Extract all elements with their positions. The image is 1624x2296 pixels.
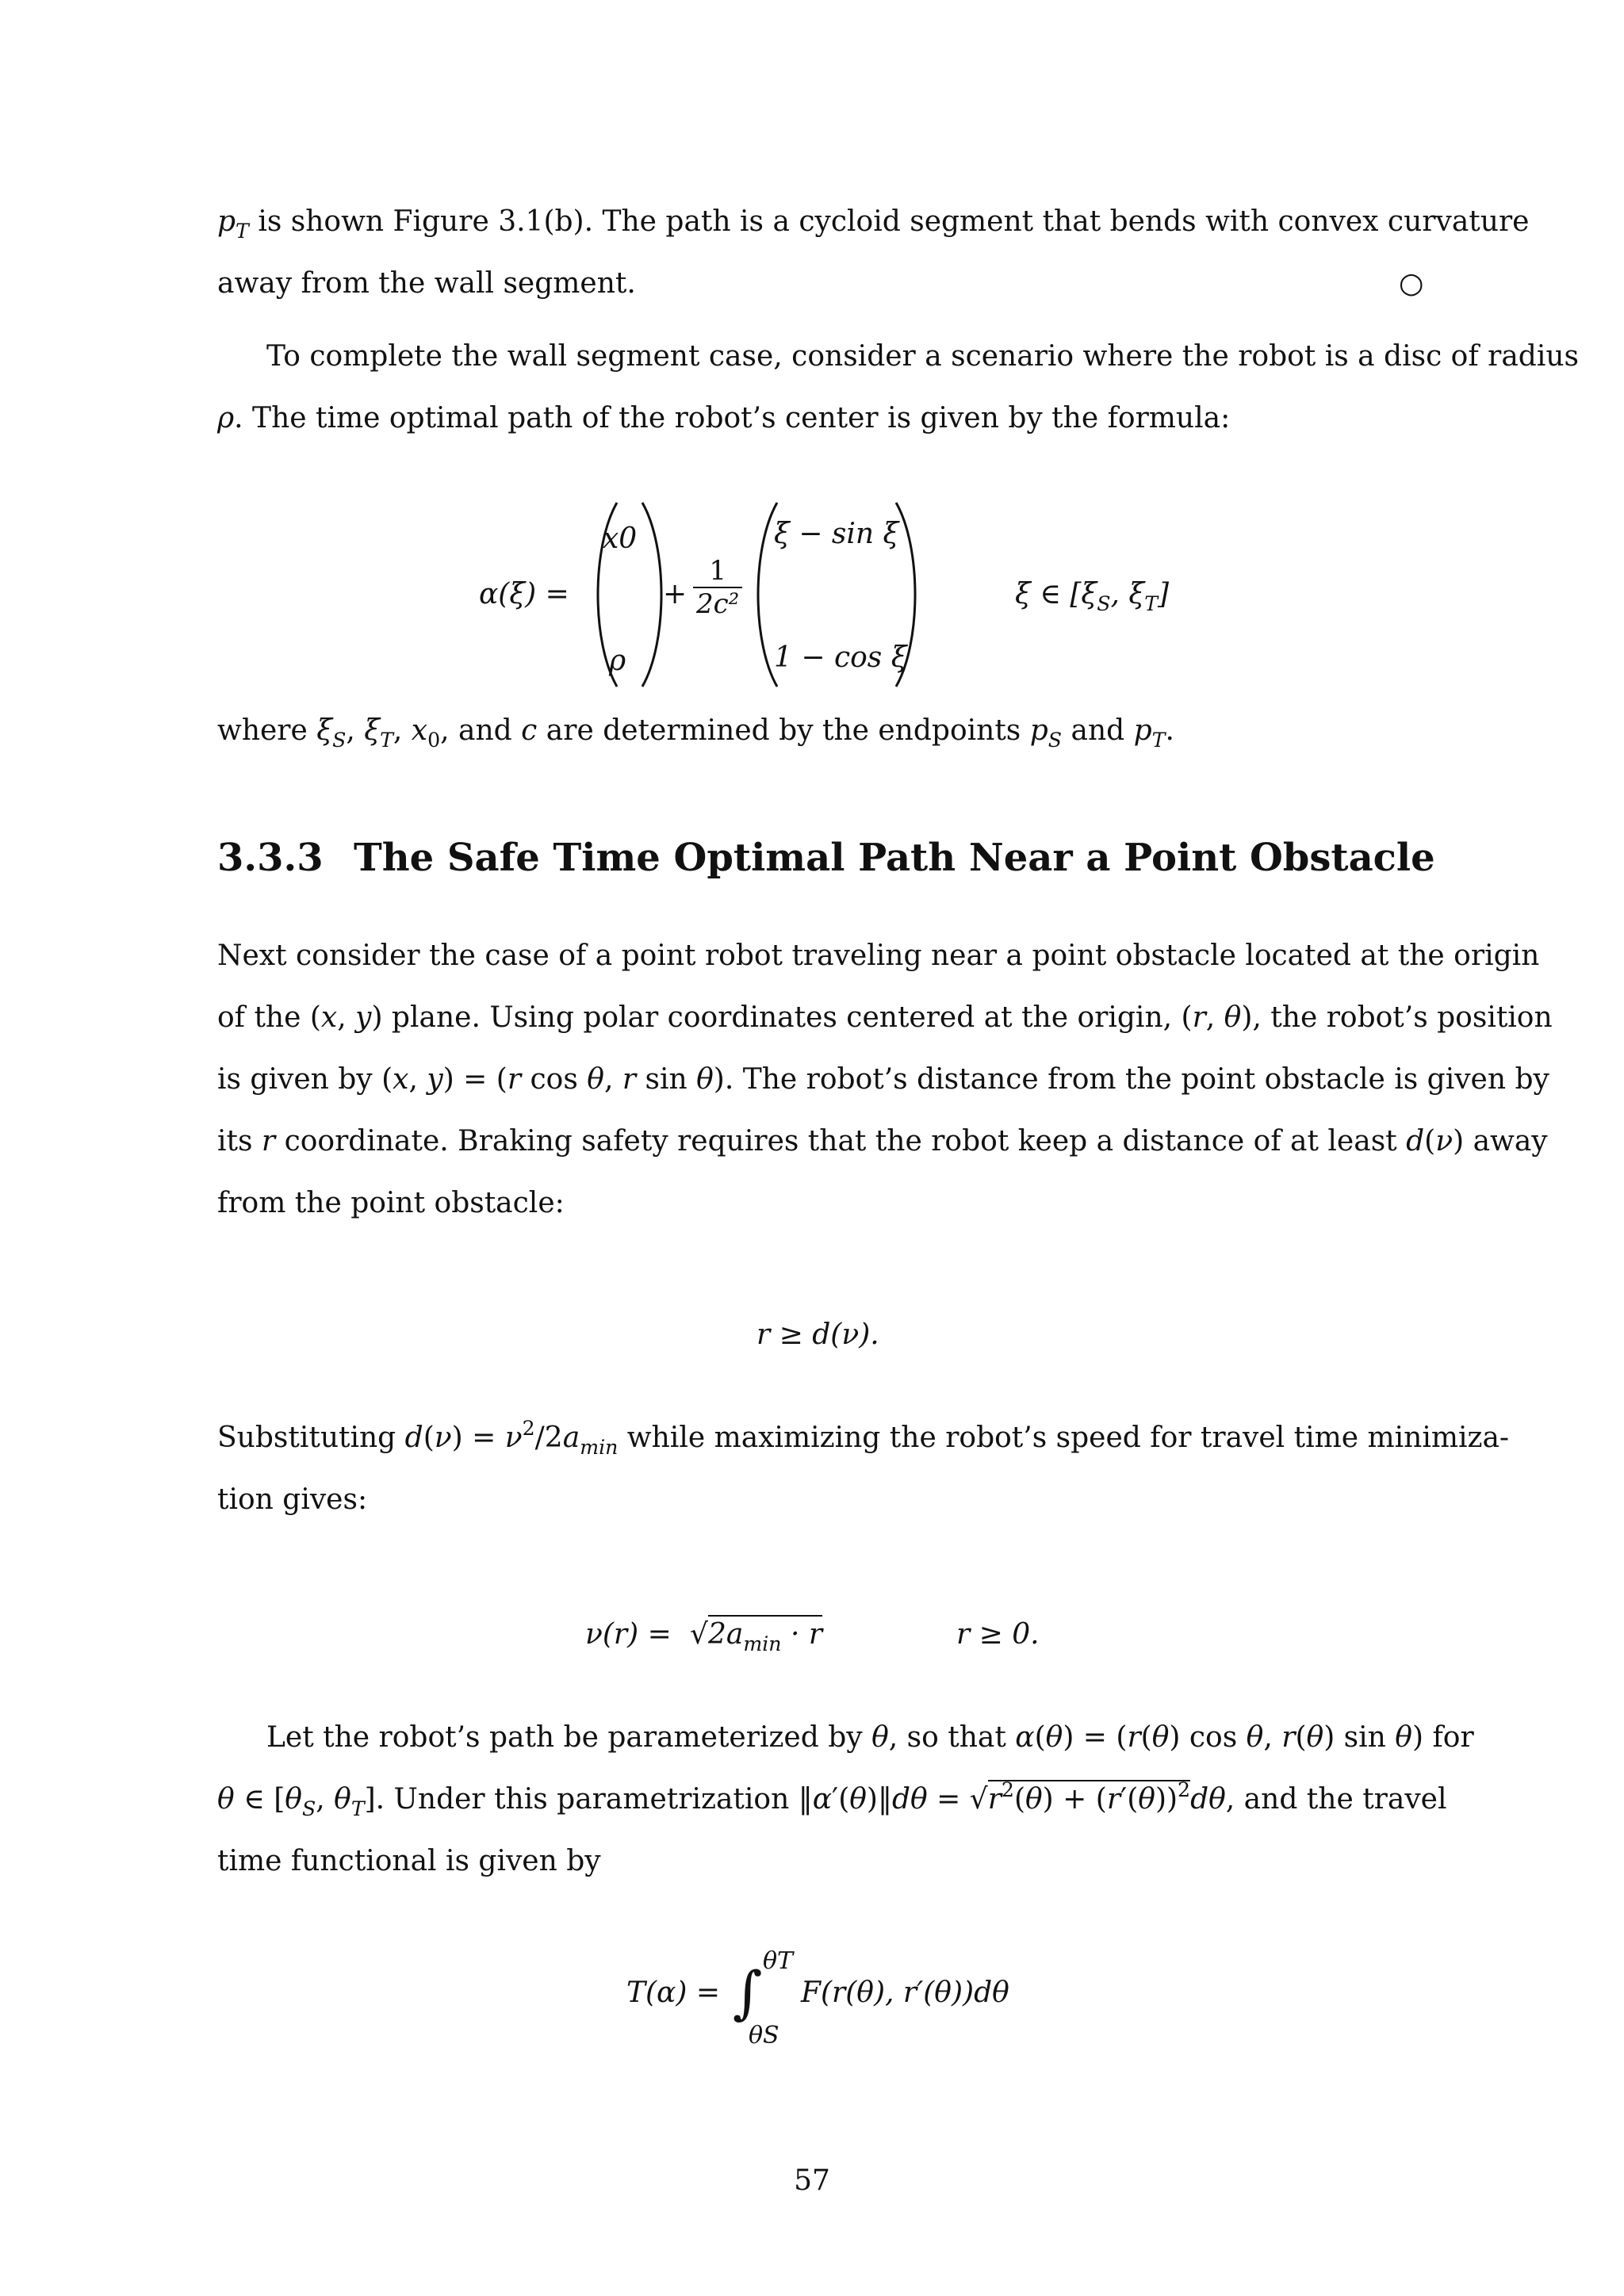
text-span: away from the wall segment. — [217, 267, 636, 300]
fraction-numerator: 1 — [693, 555, 742, 588]
text-span: To complete the wall segment case, consider a scenario where the robot is a disc of radius — [266, 340, 1580, 373]
section-heading — [217, 834, 1435, 882]
paragraph-line: Substituting $d(\nu) = \nu^2/2a_{min}$ while maximizing the robot’s speed for travel time minimiza- — [217, 1416, 1510, 1459]
paragraph-line: of the (x, y) plane. Using polar coordinates centered at the origin, (r, θ), the robot’s position — [217, 1001, 1553, 1034]
paragraph-line: where $\xi_S$, $\xi_T$, $x_0$, and c are determined by the endpoints $p_S$ and $p_T$. — [217, 714, 1174, 752]
paragraph-line: $p_T$ is shown Figure 3.1(b). The path is a cycloid segment that bends with convex curvature — [217, 205, 1530, 243]
integral-sign: ∫ — [733, 1959, 763, 2026]
integral-upper-limit: θT — [763, 1947, 794, 1975]
paragraph-line — [217, 266, 1418, 301]
vector2-top: ξ − sin ξ — [774, 518, 899, 550]
vector1-top: x0 — [603, 522, 638, 555]
text-span: from the point obstacle: — [217, 1187, 565, 1219]
paragraph-line — [217, 1483, 1418, 1517]
equation-lhs: α(ξ) = — [479, 578, 569, 610]
text-span: tion gives: — [217, 1483, 368, 1516]
sqrt-expression: $√2a_{min} \cdot r$ — [690, 1617, 822, 1652]
section-title: The Safe Time Optimal Path Near a Point Obstacle — [354, 836, 1435, 880]
paragraph-line — [217, 1844, 1418, 1879]
fraction — [693, 555, 742, 620]
page-number: 57 — [794, 2164, 830, 2197]
vector2-bottom: 1 − cos ξ — [774, 641, 907, 674]
integral-lower-limit: θS — [749, 2022, 779, 2049]
paragraph-line: Let the robot’s path be parameterized by θ, so that α(θ) = (r(θ) cos θ, r(θ) sin θ) for — [266, 1721, 1474, 1754]
paragraph-line: its r coordinate. Braking safety requires that the robot keep a distance of at least d(ν) away — [217, 1125, 1548, 1158]
paragraph-line — [266, 339, 1580, 374]
paragraph-line — [217, 939, 1540, 974]
plus-sign: + — [663, 578, 688, 610]
text-span: is shown Figure 3.1(b). The path is a cycloid segment that bends with convex curvature — [258, 205, 1530, 238]
text-span: time functional is given by — [217, 1845, 601, 1877]
equation-condition: r ≥ 0. — [956, 1618, 1040, 1651]
equation-safety: r ≥ d(ν). — [756, 1318, 879, 1351]
equation-domain: ξ ∈ [$\xi_S$, $\xi_T$] — [1015, 578, 1170, 615]
vector1-bottom: ρ — [609, 645, 626, 677]
paragraph-line: θ ∈ [$\theta_S$, $\theta_T$]. Under this parametrization ‖α′(θ)‖dθ = $√r^2(\theta) + (r'(\theta))^2d\theta$, and the travel — [217, 1777, 1447, 1820]
text-span: . The time optimal path of the robot’s center is given by the formula: — [234, 402, 1231, 434]
section-number: 3.3.3 — [217, 836, 324, 880]
integrand: F(r(θ), r′(θ))dθ — [801, 1976, 1009, 2009]
text-span: Next consider the case of a point robot traveling near a point obstacle located at the origin — [217, 939, 1540, 972]
fraction-denominator: 2c² — [696, 588, 740, 620]
paragraph-line: is given by (x, y) = (r cos θ, r sin θ). The robot’s distance from the point obstacle is given by — [217, 1063, 1549, 1096]
right-paren-2 — [880, 499, 928, 690]
equation-lhs: T(α) = — [626, 1976, 721, 2009]
paragraph-line — [217, 1186, 1418, 1221]
end-of-example-symbol: ○ — [1399, 267, 1424, 300]
paragraph-line: ρ. The time optimal path of the robot’s center is given by the formula: — [217, 402, 1231, 434]
equation-lhs: ν(r) = — [585, 1618, 672, 1651]
